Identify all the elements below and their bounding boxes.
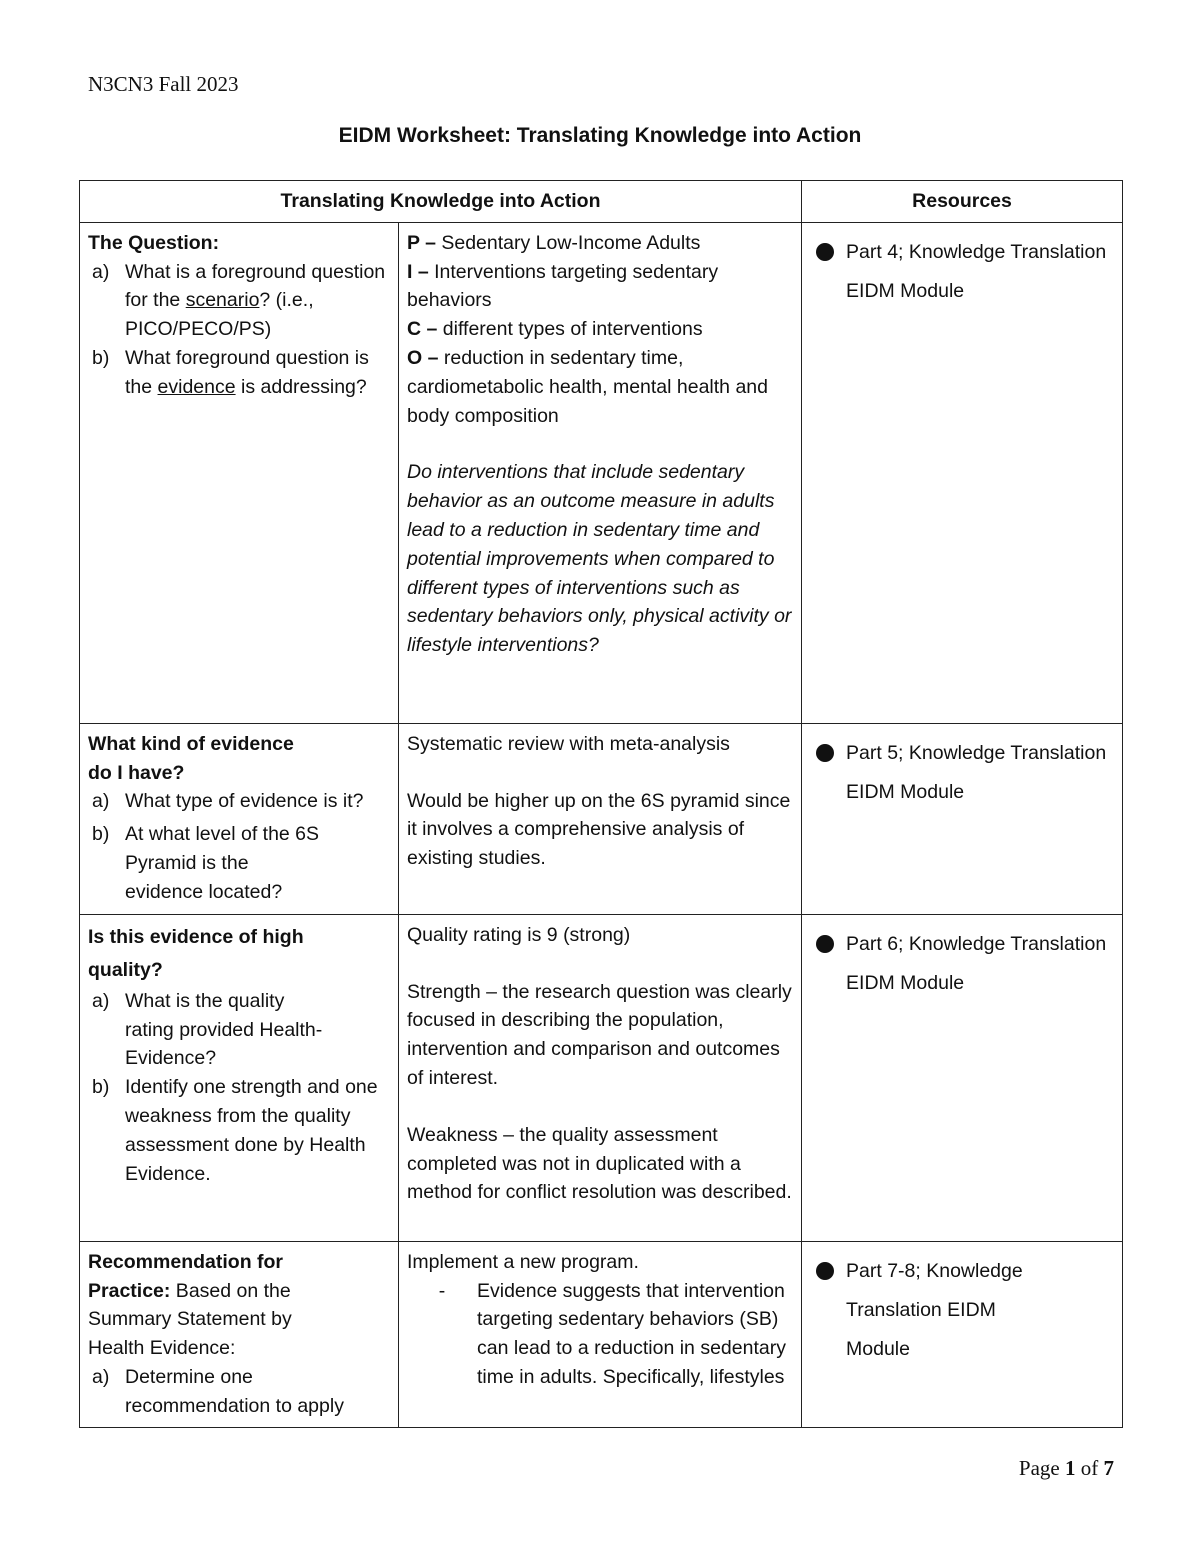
course-header: N3CN3 Fall 2023 [88,72,239,96]
resource-cell [802,723,1123,914]
worksheet-table [79,180,1123,1428]
document-title: EIDM Worksheet: Translating Knowledge into Action [338,124,862,147]
list-item: a) What type of evidence is it? [92,790,364,813]
table-row [80,914,1123,1241]
bullet-icon [816,744,834,762]
resource-text: Part 7-8; Knowledge Translation EIDM Module [846,1259,1023,1360]
list-item: - Evidence suggests that intervention targeting sedentary behaviors (SB) can lead to a reduction in sedentary time in adults. Specifically, lifestyles [438,1279,786,1388]
page-number: Page 1 of 7 [1018,1456,1114,1480]
bullet-icon [816,935,834,953]
list-item: b) At what level of the 6S Pyramid is the evidence located? [92,823,320,903]
answer-cell: Systematic review with meta-analysis Would be higher up on the 6S pyramid since it involves a comprehensive analysis of existing studies. [399,723,802,914]
question-cell [80,914,399,1241]
col-header-translating: Translating Knowledge into Action [80,181,802,223]
list-item: a) Determine one recommendation to apply [92,1365,344,1417]
resource-cell [802,222,1123,723]
list-item: b) Identify one strength and one weakness from the quality assessment done by Health Evidence. [92,1076,378,1185]
table-row [80,1241,1123,1427]
bullet-icon [816,243,834,261]
row-heading: Recommendation for Practice: Based on the Summary Statement by Health Evidence: [88,1250,292,1360]
list-item: a) What is a foreground question for the scenario? (i.e., PICO/PECO/PS) [92,260,386,341]
row-heading: The Question: [88,231,220,254]
sub-question-list [88,987,390,1189]
question-cell [80,723,399,914]
table-header-row [80,181,1123,223]
row-heading: Is this evidence of high quality? [88,925,304,981]
resource-text: Part 6; Knowledge Translation EIDM Module [846,932,1107,994]
table-row [80,222,1123,723]
answer-cell [399,222,802,723]
question-cell [80,1241,399,1427]
row-heading: What kind of evidence do I have? [88,732,294,784]
table-row [80,723,1123,914]
answer-cell: Implement a new program. - Evidence suggests that intervention targeting sedentary behaviors (SB) can lead to a reduction in sedentary time in adults. Specifically, lifestyles [399,1241,802,1427]
sub-question-list [88,1363,390,1421]
bullet-icon [816,1262,834,1280]
foreground-question: Do interventions that include sedentary behavior as an outcome measure in adults lead to a reduction in sedentary time and potential improvements when compared to different types of interventions such as sedentary behaviors only, physical activity or lifestyle interventions? [407,461,792,657]
answer-cell: Quality rating is 9 (strong) Strength – the research question was clearly focused in describing the population, intervention and comparison and outcomes of interest. Weakness – the quality assessment completed was not in duplicated with a method for conflict resolution was described. [399,914,802,1241]
col-header-resources: Resources [802,181,1123,223]
resource-cell [802,914,1123,1241]
resource-text: Part 5; Knowledge Translation EIDM Module [846,741,1107,803]
pico-list: P – Sedentary Low-Income Adults I – Interventions targeting sedentary behaviors C – different types of interventions O – reduction in sedentary time, cardiometabolic health, mental health and body composition [407,231,768,427]
list-item: b) What foreground question is the evidence is addressing? [92,346,369,398]
list-item: a) What is the quality rating provided Health-Evidence? [92,989,323,1070]
sub-question-list [88,787,390,906]
resource-cell [802,1241,1123,1427]
question-cell [80,222,399,723]
resource-text: Part 4; Knowledge Translation EIDM Module [846,240,1107,302]
sub-question-list [88,258,390,402]
